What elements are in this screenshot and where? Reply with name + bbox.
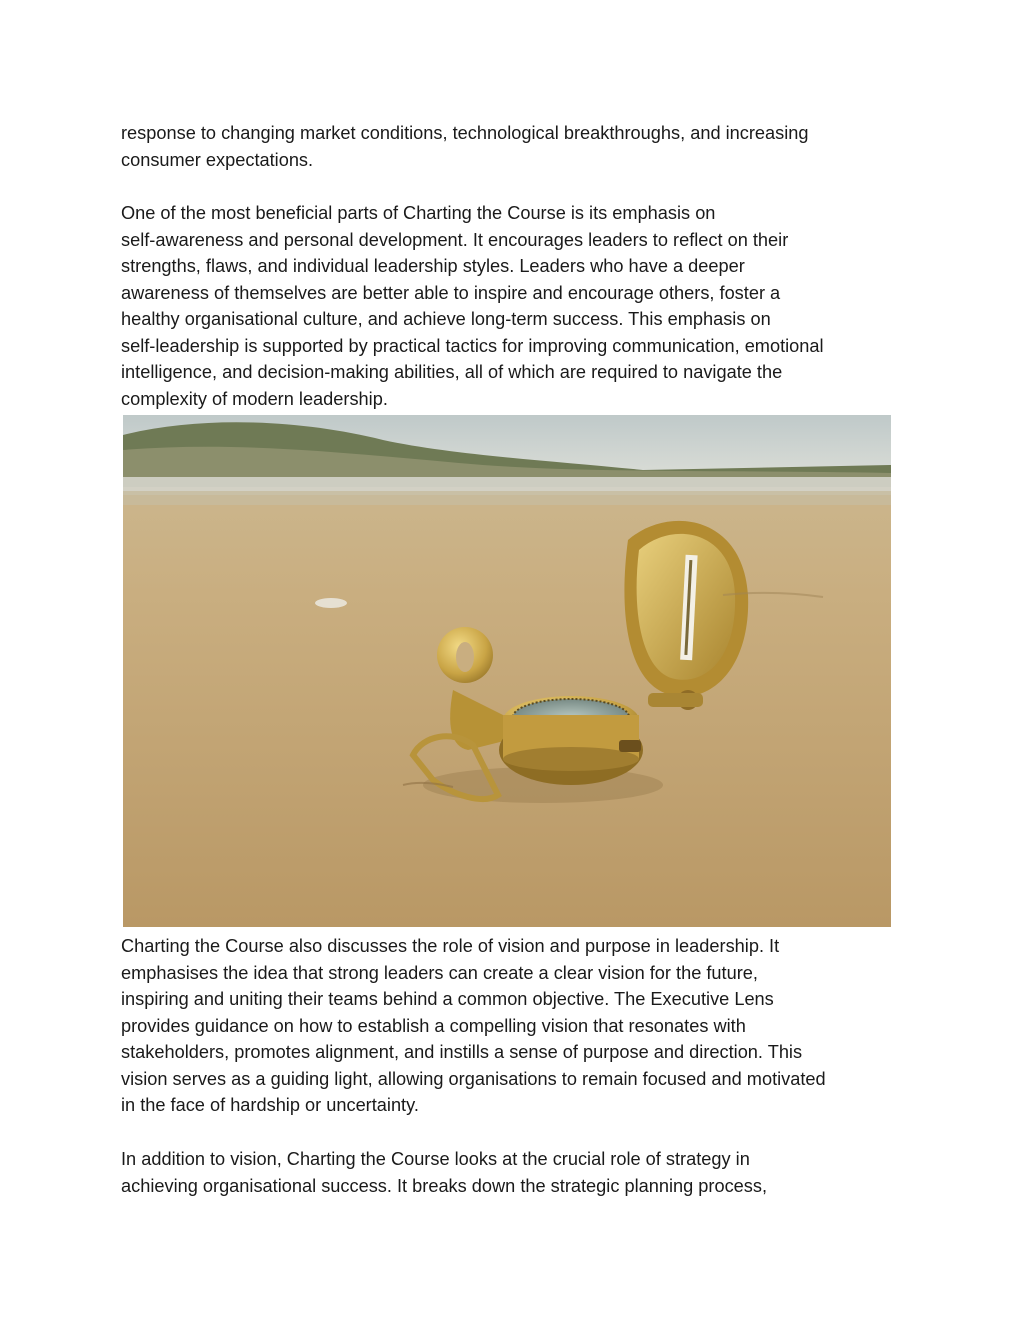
paragraph-3: Charting the Course also discusses the role of vision and purpose in leadership. It emphasises the idea that strong leaders can create a clear vision for the future, inspiring and uniting their teams behind a common objective. The Executive Lens provides guidance on how to establish a compelling vision that resonates with stakeholders, promotes alignment, and instills a sense of purpose and direction. This vision serves as a guiding light, allowing organisations to remain focused and motivated in the face of hardship or uncertainty. xyxy=(121,936,826,1115)
paragraph-4: In addition to vision, Charting the Course looks at the crucial role of strategy in achieving organisational success. It breaks down the strategic planning process, xyxy=(121,1149,768,1196)
paragraph-1: response to changing market conditions, technological breakthroughs, and increasing consumer expectations. xyxy=(121,123,809,170)
compass-on-beach-photo xyxy=(123,415,891,927)
paragraph-2: One of the most beneficial parts of Charting the Course is its emphasis on self-awareness and personal development. It encourages leaders to reflect on their strengths, flaws, and individual leadership styles. Leaders who have a deeper awareness of themselves are better able to inspire and encourage others, foster a healthy organisational culture, and achieve long-term success. This emphasis on self-leadership is supported by practical tactics for improving communication, emotional intelligence, and decision-making abilities, all of which are required to navigate the complexity of modern leadership. xyxy=(121,203,824,409)
